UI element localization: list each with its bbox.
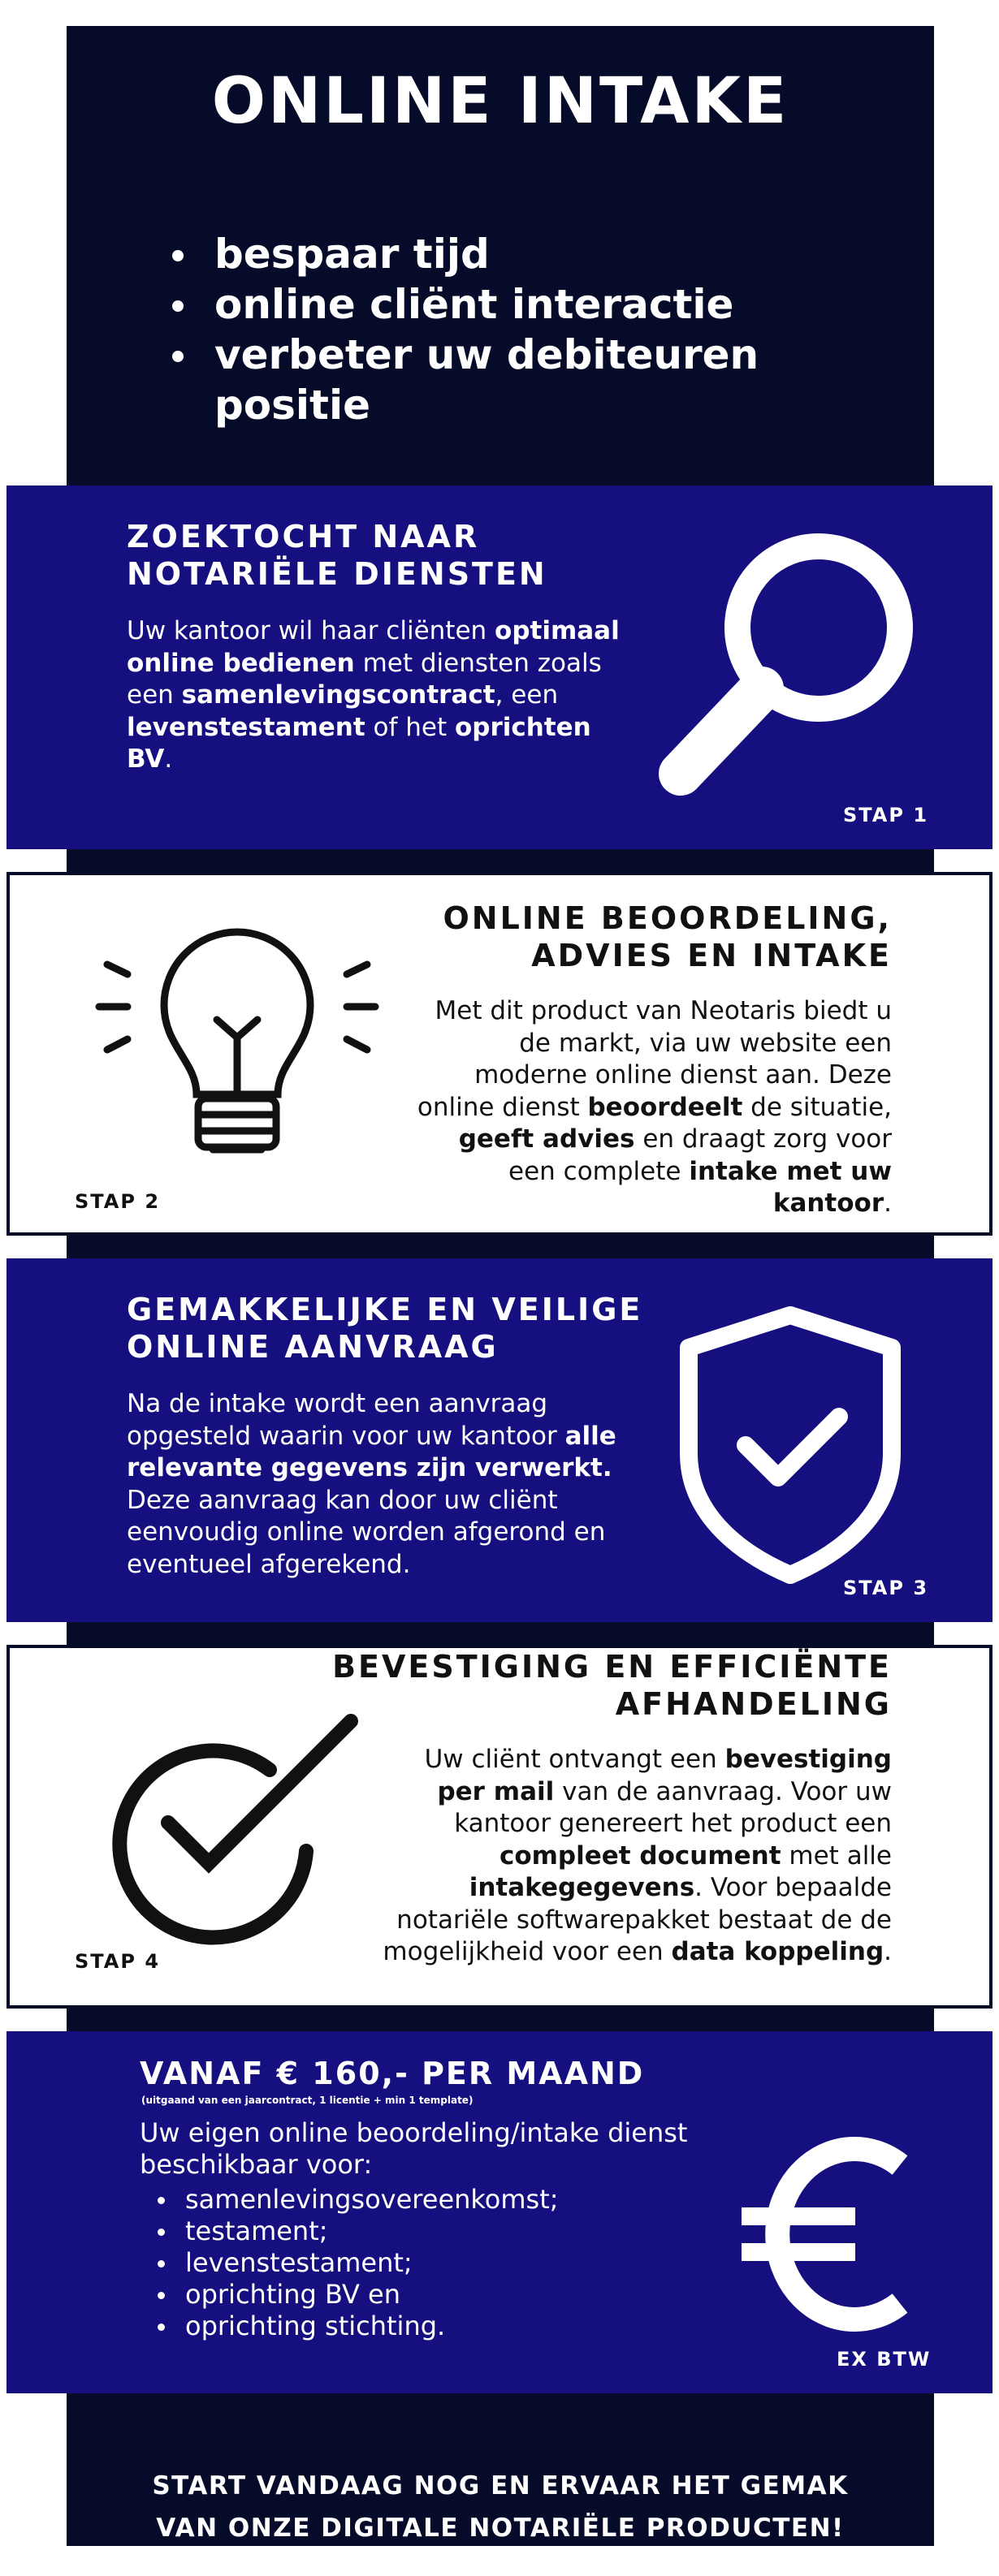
page-title: ONLINE INTAKE: [211, 65, 789, 138]
circle-check-icon: [107, 1713, 375, 1948]
step-3-heading-line: GEMAKKELIJKE EN VEILIGE: [127, 1292, 643, 1327]
text-segment: , een: [495, 680, 559, 710]
step-2-label: STAP 2: [75, 1190, 161, 1213]
text-emphasis: samenlevingscontract: [181, 680, 495, 710]
text-segment: en draagt zorg voor een complete: [508, 1124, 892, 1186]
text-segment: met diensten zoals een: [127, 648, 602, 710]
step-4-section: [6, 1645, 993, 2009]
text-emphasis: bevestiging per mail: [437, 1745, 892, 1806]
step-1-section: [6, 485, 993, 849]
step-1-heading: [127, 518, 695, 593]
benefit-item: verbeter uw debiteuren positie: [169, 330, 835, 430]
text-segment: Deze aanvraag kan door uw cliënt eenvoudig online worden afgerond en eventueel afgerekend.: [127, 1485, 606, 1579]
step-1-heading-line: ZOEKTOCHT NAAR: [127, 519, 480, 554]
text-segment: .: [164, 744, 173, 774]
price-title: VANAF € 160,- PER MAAND: [140, 2056, 645, 2091]
text-segment: met alle: [781, 1840, 892, 1871]
tax-label: EX BTW: [837, 2348, 932, 2371]
text-segment: .: [884, 1189, 892, 1218]
step-1-text: [127, 615, 630, 776]
pricing-services-list: [140, 2184, 627, 2342]
text-segment: Uw kantoor wil haar cliënten: [127, 616, 495, 645]
step-3-heading-line: ONLINE AANVRAAG: [127, 1329, 499, 1365]
text-segment: of het: [365, 712, 455, 742]
text-emphasis: compleet document: [499, 1840, 781, 1871]
service-item: levenstestament;: [140, 2247, 627, 2279]
step-4-label: STAP 4: [75, 1950, 161, 1973]
text-segment: van de aanvraag. Voor uw kantoor genereert het product een: [454, 1776, 892, 1838]
text-emphasis: intakegegevens: [469, 1873, 695, 1902]
text-segment: Na de intake wordt een aanvraag opgesteld waarin voor uw kantoor: [127, 1389, 565, 1451]
step-2-heading: [323, 900, 892, 974]
benefit-item: online cliënt interactie: [169, 279, 835, 330]
euro-icon: [733, 2129, 912, 2340]
price-note: (uitgaand van een jaarcontract, 1 licentie + min 1 template): [141, 2095, 474, 2106]
shield-check-icon: [668, 1303, 912, 1587]
step-4-heading-line: AFHANDELING: [615, 1686, 892, 1722]
step-3-text: [127, 1388, 622, 1581]
step-2-heading-line: ADVIES EN INTAKE: [531, 938, 892, 973]
step-2-section: [6, 872, 993, 1236]
text-segment: . Voor bepaalde notariële softwarepakket bestaat de de mogelijkheid voor een: [383, 1873, 892, 1966]
step-1-heading-line: NOTARIËLE DIENSTEN: [127, 556, 547, 592]
pricing-section: [6, 2031, 993, 2393]
text-emphasis: optimaal online bedienen: [127, 616, 620, 678]
text-emphasis: intake met uw kantoor: [689, 1156, 892, 1218]
step-1-label: STAP 1: [843, 804, 929, 826]
step-3-section: [6, 1258, 993, 1622]
magnifier-icon: [640, 530, 932, 822]
step-4-heading: [242, 1648, 892, 1723]
step-4-heading-line: BEVESTIGING EN EFFICIËNTE: [332, 1649, 892, 1685]
step-2-heading-line: ONLINE BEOORDELING,: [443, 900, 892, 936]
text-emphasis: oprichten BV: [127, 712, 591, 774]
text-segment: Uw cliënt ontvangt een: [424, 1745, 725, 1774]
text-segment: Met dit product van Neotaris biedt u de markt, via uw website een moderne online dienst aan. Deze online dienst: [417, 996, 892, 1122]
service-item: testament;: [140, 2216, 627, 2247]
text-segment: de situatie,: [742, 1092, 892, 1122]
text-emphasis: alle relevante gegevens zijn verwerkt.: [127, 1421, 616, 1482]
benefit-item: bespaar tijd: [169, 229, 835, 279]
service-item: oprichting stichting.: [140, 2311, 627, 2342]
pricing-intro: Uw eigen online beoordeling/intake dienst beschikbaar voor:: [140, 2117, 688, 2180]
text-segment: .: [884, 1937, 892, 1966]
cta-line: START VANDAAG NOG EN ERVAAR HET GEMAK: [152, 2471, 849, 2500]
text-emphasis: data koppeling: [671, 1937, 884, 1966]
service-item: oprichting BV en: [140, 2279, 627, 2311]
lightbulb-icon: [83, 916, 391, 1192]
benefits-list: [169, 229, 835, 430]
cta-line: VAN ONZE DIGITALE NOTARIËLE PRODUCTEN!: [156, 2513, 845, 2543]
text-emphasis: levenstestament: [127, 712, 365, 742]
step-4-text: [372, 1744, 892, 1969]
call-to-action: [67, 2465, 934, 2549]
step-3-label: STAP 3: [843, 1577, 929, 1599]
text-emphasis: geeft advies: [458, 1124, 635, 1154]
service-item: samenlevingsovereenkomst;: [140, 2184, 627, 2216]
text-emphasis: beoordeelt: [587, 1092, 743, 1122]
step-3-heading: [127, 1291, 744, 1366]
step-2-text: [404, 995, 892, 1220]
